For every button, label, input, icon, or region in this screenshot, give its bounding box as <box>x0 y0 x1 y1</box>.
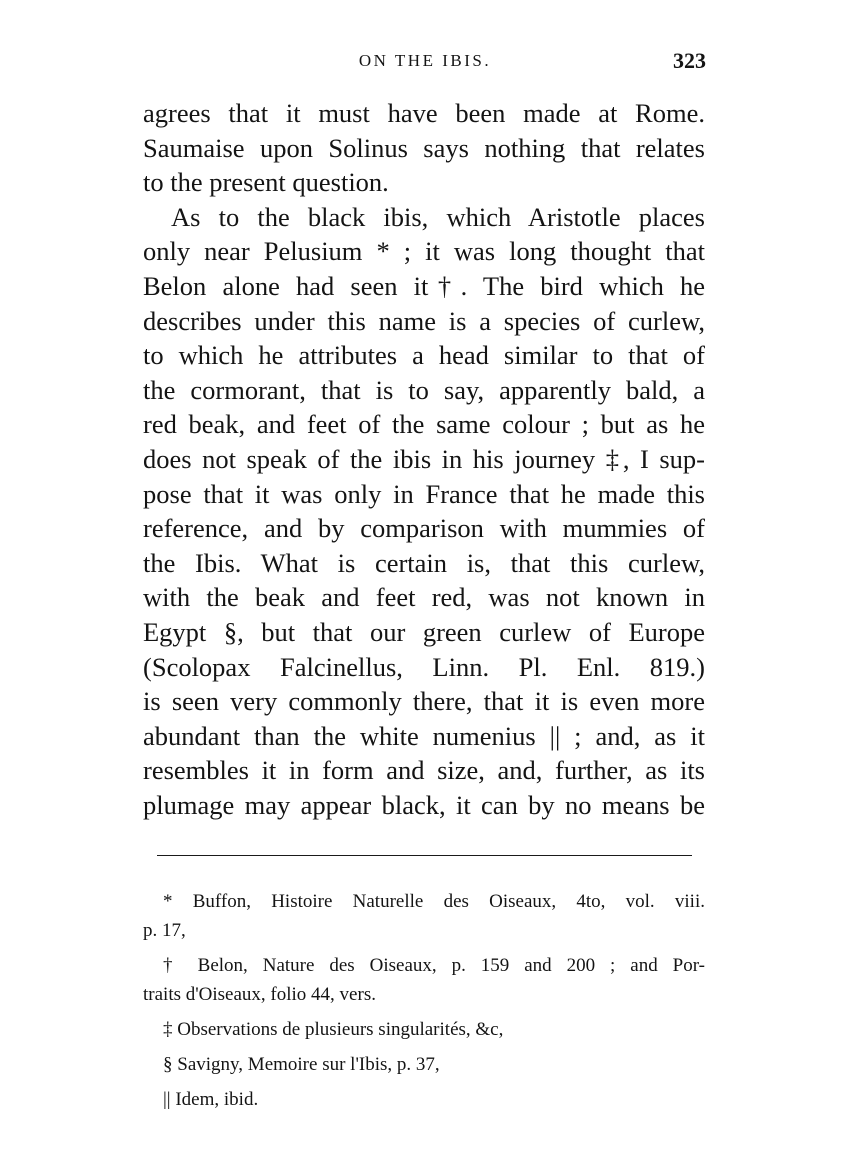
text-line: to the present question. <box>143 167 389 198</box>
footnote-line: † Belon, Nature des Oiseaux, p. 159 and 200 ; and Por- <box>163 955 705 976</box>
footnote-line: ‡ Observations de plusieurs singularités, &c, <box>163 1019 504 1040</box>
text-line: red beak, and feet of the same colour ; but as he <box>143 409 705 440</box>
footnote-line: * Buffon, Histoire Naturelle des Oiseaux, 4to, vol. viii. <box>163 891 705 912</box>
text-line: with the beak and feet red, was not known in <box>143 582 705 613</box>
footnote-line: || Idem, ibid. <box>163 1089 259 1110</box>
footnote <box>143 887 705 945</box>
footnote-line: p. 17, <box>143 920 186 941</box>
footnote <box>143 1050 705 1079</box>
text-line: the Ibis. What is certain is, that this curlew, <box>143 547 705 578</box>
footnotes <box>143 887 705 1120</box>
page-number: 323 <box>673 48 706 73</box>
text-line: As to the black ibis, which Aristotle places <box>171 201 705 232</box>
footnote-line: traits d'Oiseaux, folio 44, vers. <box>143 984 376 1005</box>
footnote <box>143 1015 705 1044</box>
text-line: resembles it in form and size, and, further, as its <box>143 755 705 786</box>
footnote <box>143 1085 705 1114</box>
footnote-line: § Savigny, Memoire sur l'Ibis, p. 37, <box>163 1054 440 1075</box>
text-line: agrees that it must have been made at Rome. <box>143 98 705 128</box>
text-line: only near Pelusium * ; it was long thought that <box>143 236 705 267</box>
text-line: is seen very commonly there, that it is even more <box>143 686 705 717</box>
text-line: Belon alone had seen it†. The bird which he <box>143 270 705 301</box>
body-text <box>143 96 705 822</box>
text-line: abundant than the white numenius || ; and, as it <box>143 720 705 751</box>
text-line: to which he attributes a head similar to that of <box>143 340 705 371</box>
running-title: ON THE IBIS. <box>358 51 492 70</box>
text-line: does not speak of the ibis in his journey ‡, I sup- <box>143 443 705 474</box>
text-line: Saumaise upon Solinus says nothing that relates <box>143 132 705 163</box>
text-line: pose that it was only in France that he made this <box>143 478 705 509</box>
text-line: the cormorant, that is to say, apparently bald, a <box>143 374 705 405</box>
footnote-rule <box>157 855 692 856</box>
running-header <box>0 46 850 76</box>
text-line: reference, and by comparison with mummies of <box>143 513 705 544</box>
text-line: (Scolopax Falcinellus, Linn. Pl. Enl. 819.) <box>143 651 705 682</box>
footnote <box>143 951 705 1009</box>
text-line: plumage may appear black, it can by no means be <box>143 789 705 820</box>
text-line: Egypt §, but that our green curlew of Europe <box>143 616 705 647</box>
text-line: describes under this name is a species of curlew, <box>143 305 705 336</box>
